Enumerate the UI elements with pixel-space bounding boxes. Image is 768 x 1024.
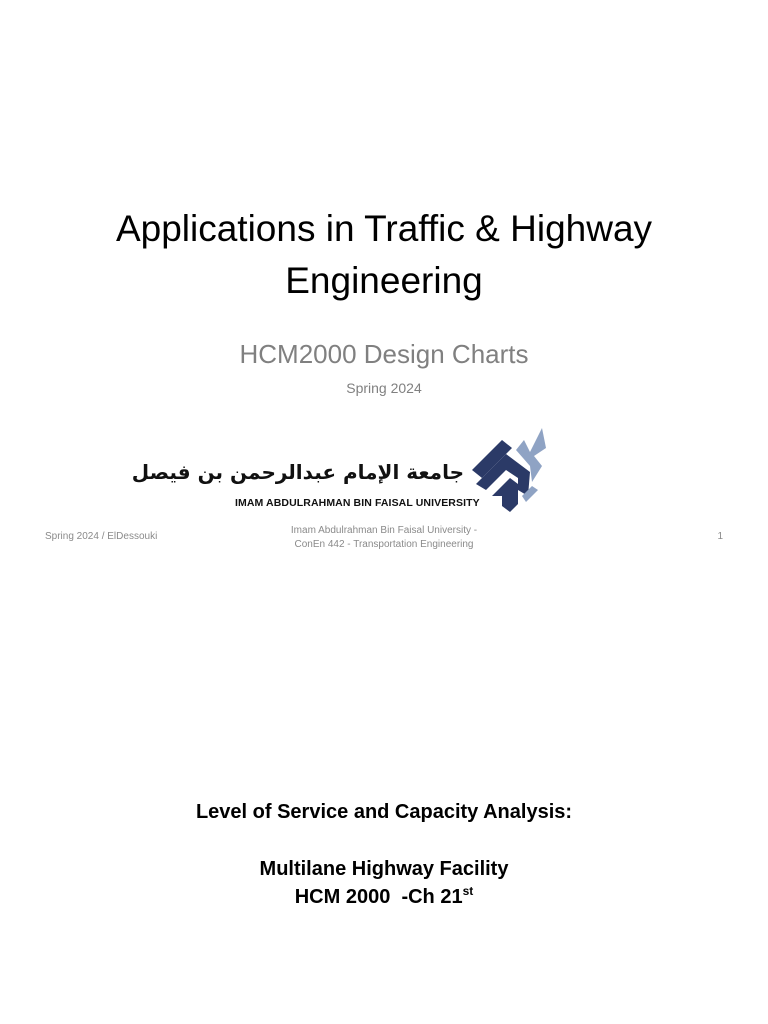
slide-2-heading: Level of Service and Capacity Analysis:	[195, 801, 573, 823]
university-emblem-icon	[472, 426, 554, 512]
university-logo	[131, 426, 562, 516]
hcm-chapter	[0, 886, 768, 909]
footer-course-line-1: Imam Abdulrahman Bin Faisal University -	[290, 525, 478, 536]
logo-arabic-name: جامعة الإمام عبدالرحمن بن فيصل	[131, 460, 464, 484]
slide-title	[40, 203, 728, 307]
footer-course	[250, 524, 518, 552]
title-line-1: Applications in Traffic & Highway	[115, 208, 653, 249]
logo-english-name: IMAM ABDULRAHMAN BIN FAISAL UNIVERSITY	[235, 497, 480, 509]
slide-2	[0, 576, 768, 1024]
facility-title: Multilane Highway Facility	[259, 858, 509, 880]
hcm-chapter-superscript: st	[462, 884, 474, 898]
term-label: Spring 2024	[346, 380, 422, 396]
footer-course-line-2: ConEn 442 - Transportation Engineering	[294, 539, 474, 550]
slide-subtitle: HCM2000 Design Charts	[239, 339, 529, 369]
title-line-2: Engineering	[285, 260, 483, 301]
footer-author: Spring 2024 / ElDessouki	[45, 531, 158, 542]
page-number: 1	[717, 531, 723, 542]
hcm-chapter-text: HCM 2000 -Ch 21	[294, 886, 463, 908]
